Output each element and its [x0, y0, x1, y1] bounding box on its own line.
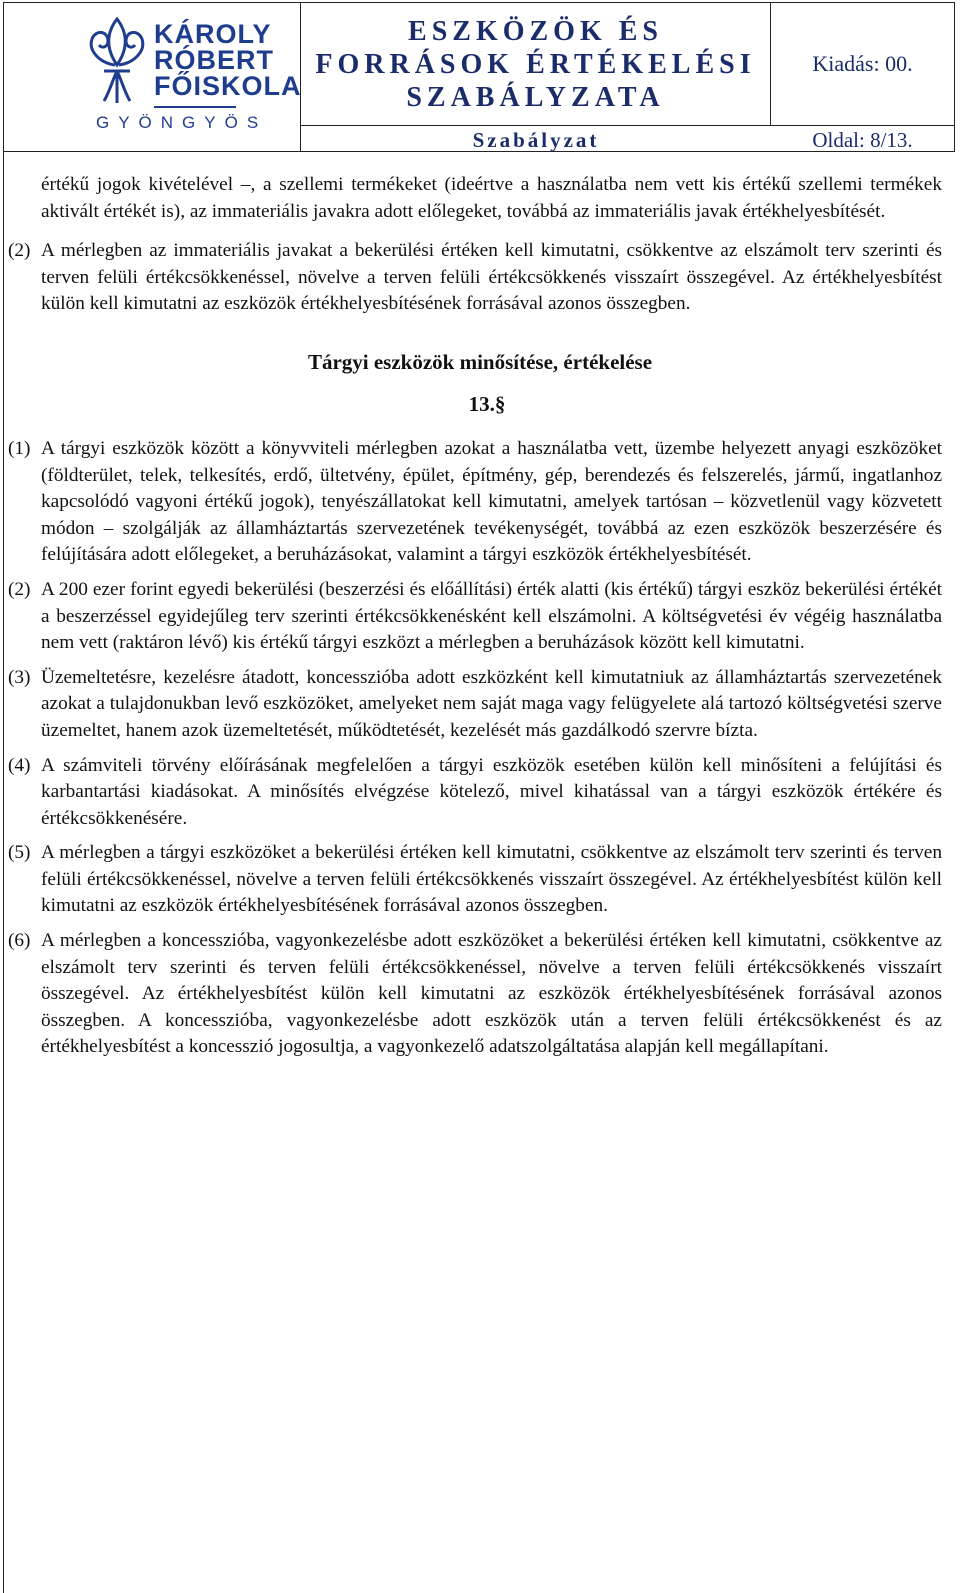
- paragraph-text: A mérlegben a koncesszióba, vagyonkezelésbe adott eszközöket a bekerülési értéken kell kimutatni, csökkentve az elszámolt terv szerinti és terven felüli értékcsökkenéssel, növelve a terven felüli értékcsökkenés visszaírt összegével. Az értékhelyesbítést külön kell kimutatni az eszközök értékhelyesbítésének forrásával azonos összegben. A koncesszióba, vagyonkezelésbe adott eszközök után a terven felüli értékcsökkenést és az értékhelyesbítést a koncesszió jogosultja, a vagyonkezelő adatszolgáltatása alapján kell megállapítani.: [41, 930, 942, 1058]
- logo-line-3: FŐISKOLA: [154, 71, 302, 101]
- paragraph-number: (2): [8, 240, 31, 262]
- title-line-1: ESZKÖZÖK ÉS: [408, 15, 663, 47]
- paragraph-text: A mérlegben az immateriális javakat a bekerülési értéken kell kimutatni, csökkentve az elszámolt terv szerinti és terven felüli értékcsökkenéssel, növelve a terven felüli értékcsökkenés visszaírt összegével. Az értékhelyesbítést külön kell kimutatni az eszközök értékhelyesbítésének forrásával azonos összegben.: [41, 240, 942, 315]
- paragraph-4: [0, 753, 960, 833]
- fleur-de-lis-icon: [82, 15, 152, 107]
- logo-line-2: RÓBERT: [154, 45, 274, 75]
- paragraph-number: (4): [8, 754, 31, 776]
- paragraph-1: [0, 436, 960, 569]
- title-line-3: SZABÁLYZATA: [406, 81, 665, 113]
- paragraph-2-prev: [0, 238, 960, 318]
- paragraph-number: (1): [8, 437, 31, 459]
- document-body: [0, 172, 960, 1061]
- logo-line-1: KÁROLY: [154, 19, 272, 49]
- section-heading: Tárgyi eszközök minősítése, értékelése: [307, 349, 653, 374]
- paragraph-text: A 200 ezer forint egyedi bekerülési (beszerzési és előállítási) érték alatti (kis értékű) tárgyi eszköz bekerülési értékét a beszerzéssel egyidejűleg terv szerinti értékcsökkenésként kell elszámolni. A költségvetési év végéig használatba nem vett (raktáron lévő) kis értékű tárgyi eszközt a mérlegben a beruházások között kell kimutatni.: [41, 578, 942, 654]
- issue-cell: [771, 3, 954, 125]
- paragraph-number: (3): [8, 666, 31, 688]
- title-line-2: FORRÁSOK ÉRTÉKELÉSI: [315, 48, 756, 80]
- logo-wordmark: [154, 21, 302, 99]
- paragraph-3: [0, 665, 960, 745]
- logo-city: GYÖNGYÖS: [96, 113, 268, 132]
- document-title: [315, 15, 755, 114]
- paragraph-text: A számviteli törvény előírásának megfelelően a tárgyi eszközök esetében külön kell minősíteni a felújítási és karbantartási kiadásokat. A minősítés elvégzése kötelező, mivel kihatással van a tárgyi eszközök értékére és értékcsökkenésére.: [41, 754, 942, 829]
- logo-cell: [4, 3, 301, 151]
- page-number: Oldal: 8/13.: [812, 128, 913, 152]
- paragraph-number: (2): [8, 578, 31, 600]
- document-header: [3, 2, 955, 152]
- paragraph-5: [0, 840, 960, 920]
- header-subrow: [301, 125, 954, 151]
- section-number: 13.§: [468, 391, 506, 416]
- paragraph-number: (5): [8, 842, 31, 864]
- logo-divider: [154, 106, 236, 108]
- continued-paragraph: [0, 172, 960, 225]
- paragraph-6: [0, 928, 960, 1061]
- paragraph-2: [0, 577, 960, 657]
- paragraph-text: A tárgyi eszközök között a könyvviteli mérlegben azokat a használatba vett, üzembe helyezett anyagi eszközöket (földterület, telek, telkesítés, erdő, ültetvény, épület, építmény, gép, berendezés és felszerelés, jármű, ingatlanhoz kapcsolódó vagyoni értékű jogok), tenyészállatokat kell kimutatni, amelyek tartósan – közvetlenül vagy közvetett módon – szolgálják az államháztartás szervezetének tevékenységét, továbbá az ezen eszközök beszerzésére és felújítására adott előlegeket, a beruházásokat, valamint a tárgyi eszközök értékhelyesbítését.: [41, 437, 942, 566]
- paragraph-number: (6): [8, 930, 31, 952]
- issue-number: Kiadás: 00.: [812, 51, 913, 76]
- paragraph-text: értékű jogok kivételével –, a szellemi termékeket (ideértve a használatba nem vett kis értékű szellemi termékek aktivált értékét is), az immateriális javakra adott előlegeket, továbbá az immateriális javak értékhelyesbítését.: [41, 174, 942, 222]
- document-title-cell: [301, 3, 771, 125]
- document-type: Szabályzat: [472, 128, 600, 152]
- paragraph-text: A mérlegben a tárgyi eszközöket a bekerülési értéken kell kimutatni, csökkentve az elszámolt terv szerinti és terven felüli értékcsökkenéssel, növelve a terven felüli értékcsökkenés visszaírt összegével. Az értékhelyesbítést külön kell kimutatni az eszközök értékhelyesbítésének forrásával azonos összegben.: [41, 842, 942, 917]
- paragraph-text: Üzemeltetésre, kezelésre átadott, koncesszióba adott eszközként kell kimutatniuk az államháztartás szervezetének azokat a tulajdonukban levő eszközöket, amelyeket nem saját maga vagy felügyelete alá tartozó költségvetési szerve üzemeltet, hanem azok üzemeltetését, működtetését, kezelését más gazdálkodó szervre bízta.: [41, 666, 942, 741]
